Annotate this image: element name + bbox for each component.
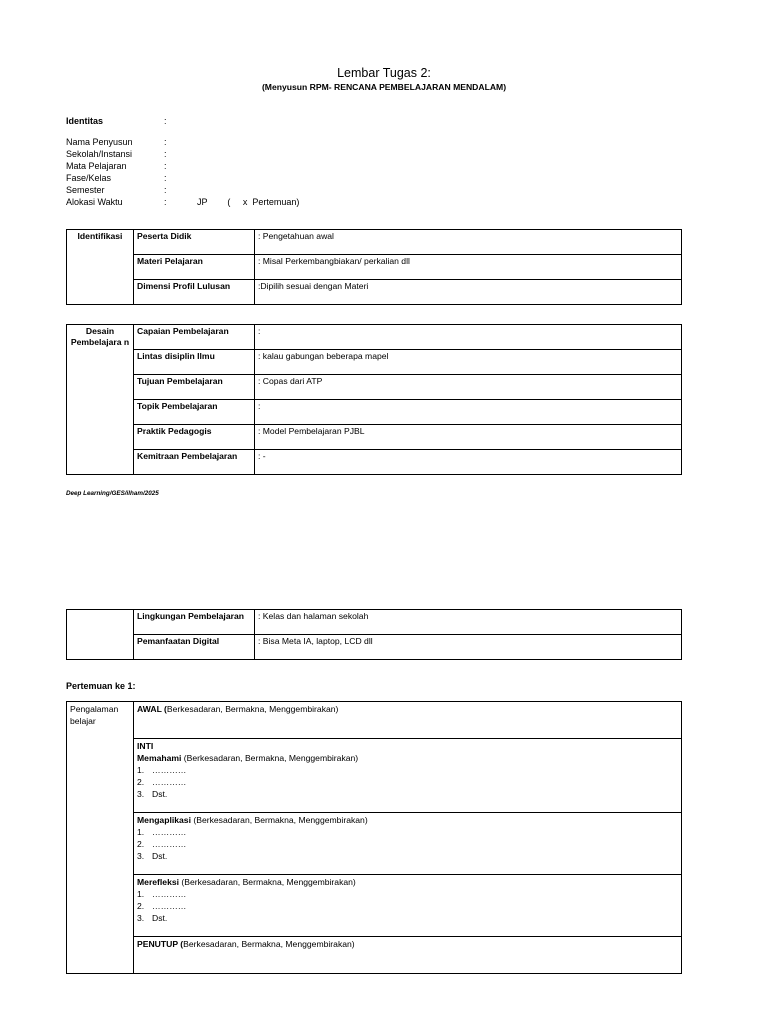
merefleksi-desc: (Berkesadaran, Bermakna, Menggembirakan) <box>179 877 356 887</box>
pengalaman-belajar-label: Pengalaman belajar <box>67 702 134 974</box>
row-value: : kalau gabungan beberapa mapel <box>255 350 682 375</box>
awal-title: AWAL ( <box>137 704 167 714</box>
table-row <box>67 425 682 450</box>
field-colon: : <box>164 197 167 207</box>
field-colon: : <box>164 137 167 147</box>
mengaplikasi-desc: (Berkesadaran, Bermakna, Menggembirakan) <box>190 815 368 825</box>
row-key: Dimensi Profil Lulusan <box>134 280 255 305</box>
row-key: Kemitraan Pembelajaran <box>134 450 255 475</box>
row-value: : Copas dari ATP <box>255 375 682 400</box>
list-text: Dst. <box>152 913 168 923</box>
field-semester <box>66 184 466 196</box>
row-key: Praktik Pedagogis <box>134 425 255 450</box>
penutup-title: PENUTUP ( <box>137 939 184 949</box>
list-number: 2. <box>137 777 145 787</box>
field-label: Alokasi Waktu <box>66 197 123 207</box>
row-key: Lingkungan Pembelajaran <box>134 610 255 635</box>
list-item <box>137 788 678 800</box>
field-alokasi-waktu <box>66 196 466 208</box>
list-item <box>137 776 678 788</box>
field-label: Sekolah/Instansi <box>66 149 133 159</box>
list-number: 1. <box>137 765 145 775</box>
list-text: Dst. <box>152 851 168 861</box>
lingkungan-table <box>66 609 682 660</box>
list-text: ………… <box>152 901 187 911</box>
list-text: ………… <box>152 777 187 787</box>
table-row <box>67 325 682 350</box>
list-item <box>137 838 678 850</box>
penutup-desc: Berkesadaran, Bermakna, Menggembirakan) <box>183 939 355 949</box>
table-row <box>67 375 682 400</box>
list-text: Dst. <box>152 789 168 799</box>
table-row <box>67 450 682 475</box>
field-label: Semester <box>66 185 105 195</box>
memahami-desc: (Berkesadaran, Bermakna, Menggembirakan) <box>181 753 359 763</box>
row-value: : <box>255 400 682 425</box>
table-row <box>67 350 682 375</box>
list-text: ………… <box>152 889 187 899</box>
list-item <box>137 764 678 776</box>
row-value: :Dipilih sesuai dengan Materi <box>255 280 682 305</box>
table-row <box>67 610 682 635</box>
list-item <box>137 826 678 838</box>
table-row <box>67 280 682 305</box>
field-colon: : <box>164 161 167 171</box>
identitas-heading: Identitas <box>66 116 104 126</box>
field-label: Nama Penyusun <box>66 137 133 147</box>
merefleksi-title: Merefleksi <box>137 877 180 887</box>
table-row <box>67 400 682 425</box>
desain-label: Desain Pembelajara n <box>67 325 134 475</box>
inti-title: INTI <box>137 741 154 751</box>
field-fase-kelas <box>66 172 466 184</box>
list-number: 2. <box>137 901 145 911</box>
row-key: Pemanfaatan Digital <box>134 635 255 660</box>
desain-table <box>66 324 682 475</box>
row-value: : Pengetahuan awal <box>255 230 682 255</box>
list-text: ………… <box>152 765 187 775</box>
mengaplikasi-cell <box>134 813 682 875</box>
row-value: : Model Pembelajaran PJBL <box>255 425 682 450</box>
meeting-heading: Pertemuan ke 1: <box>66 681 136 691</box>
list-number: 3. <box>137 851 145 861</box>
list-number: 3. <box>137 913 145 923</box>
penutup-cell <box>134 937 682 974</box>
table-row <box>67 937 682 974</box>
field-nama-penyusun <box>66 136 466 148</box>
field-label: Fase/Kelas <box>66 173 112 183</box>
list-number: 2. <box>137 839 145 849</box>
list-item <box>137 888 678 900</box>
table-row <box>67 813 682 875</box>
field-sekolah-instansi <box>66 148 466 160</box>
row-value: : Kelas dan halaman sekolah <box>255 610 682 635</box>
table-row <box>67 230 682 255</box>
merefleksi-cell <box>134 875 682 937</box>
row-value: : - <box>255 450 682 475</box>
field-label: Mata Pelajaran <box>66 161 127 171</box>
awal-desc: Berkesadaran, Bermakna, Menggembirakan) <box>166 704 339 714</box>
list-number: 1. <box>137 827 145 837</box>
field-colon: : <box>164 149 167 159</box>
identifikasi-label: Identifikasi <box>67 230 134 305</box>
list-text: ………… <box>152 839 187 849</box>
list-item <box>137 900 678 912</box>
list-item <box>137 850 678 862</box>
row-value: : <box>255 325 682 350</box>
list-number: 3. <box>137 789 145 799</box>
table-row <box>67 255 682 280</box>
document-subtitle: (Menyusun RPM- RENCANA PEMBELAJARAN MENDALAM) <box>261 82 507 92</box>
awal-cell <box>134 702 682 739</box>
alokasi-jp-pertemuan: JP ( x Pertemuan) <box>197 197 300 207</box>
row-key: Peserta Didik <box>134 230 255 255</box>
identifikasi-table <box>66 229 682 305</box>
lingkungan-label <box>67 610 134 660</box>
list-item <box>137 912 678 924</box>
memahami-title: Memahami <box>137 753 182 763</box>
footer-note: Deep Learning/GES/ilham/2025 <box>66 490 159 497</box>
table-row <box>67 635 682 660</box>
row-key: Capaian Pembelajaran <box>134 325 255 350</box>
row-value: : Misal Perkembangbiakan/ perkalian dll <box>255 255 682 280</box>
row-key: Materi Pelajaran <box>134 255 255 280</box>
row-key: Tujuan Pembelajaran <box>134 375 255 400</box>
field-colon: : <box>164 173 167 183</box>
table-row <box>67 875 682 937</box>
row-value: : Bisa Meta IA, laptop, LCD dll <box>255 635 682 660</box>
list-number: 1. <box>137 889 145 899</box>
field-colon: : <box>164 185 167 195</box>
identitas-colon: : <box>164 116 167 126</box>
table-row <box>67 702 682 739</box>
row-key: Lintas disiplin Ilmu <box>134 350 255 375</box>
field-mata-pelajaran <box>66 160 466 172</box>
table-row <box>67 739 682 813</box>
mengaplikasi-title: Mengaplikasi <box>137 815 191 825</box>
row-key: Topik Pembelajaran <box>134 400 255 425</box>
list-text: ………… <box>152 827 187 837</box>
document-title: Lembar Tugas 2: <box>337 66 431 80</box>
inti-memahami-cell <box>134 739 682 813</box>
pengalaman-belajar-table <box>66 701 682 974</box>
